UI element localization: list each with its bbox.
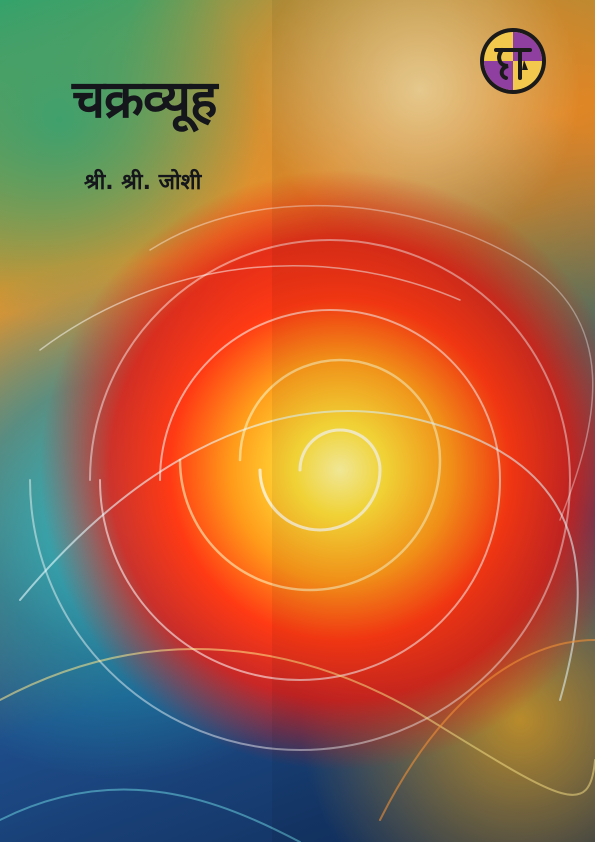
- book-author: श्री. श्री. जोशी: [84, 170, 202, 195]
- publisher-logo-icon: [478, 26, 548, 96]
- book-title: चक्रव्यूह: [72, 70, 217, 130]
